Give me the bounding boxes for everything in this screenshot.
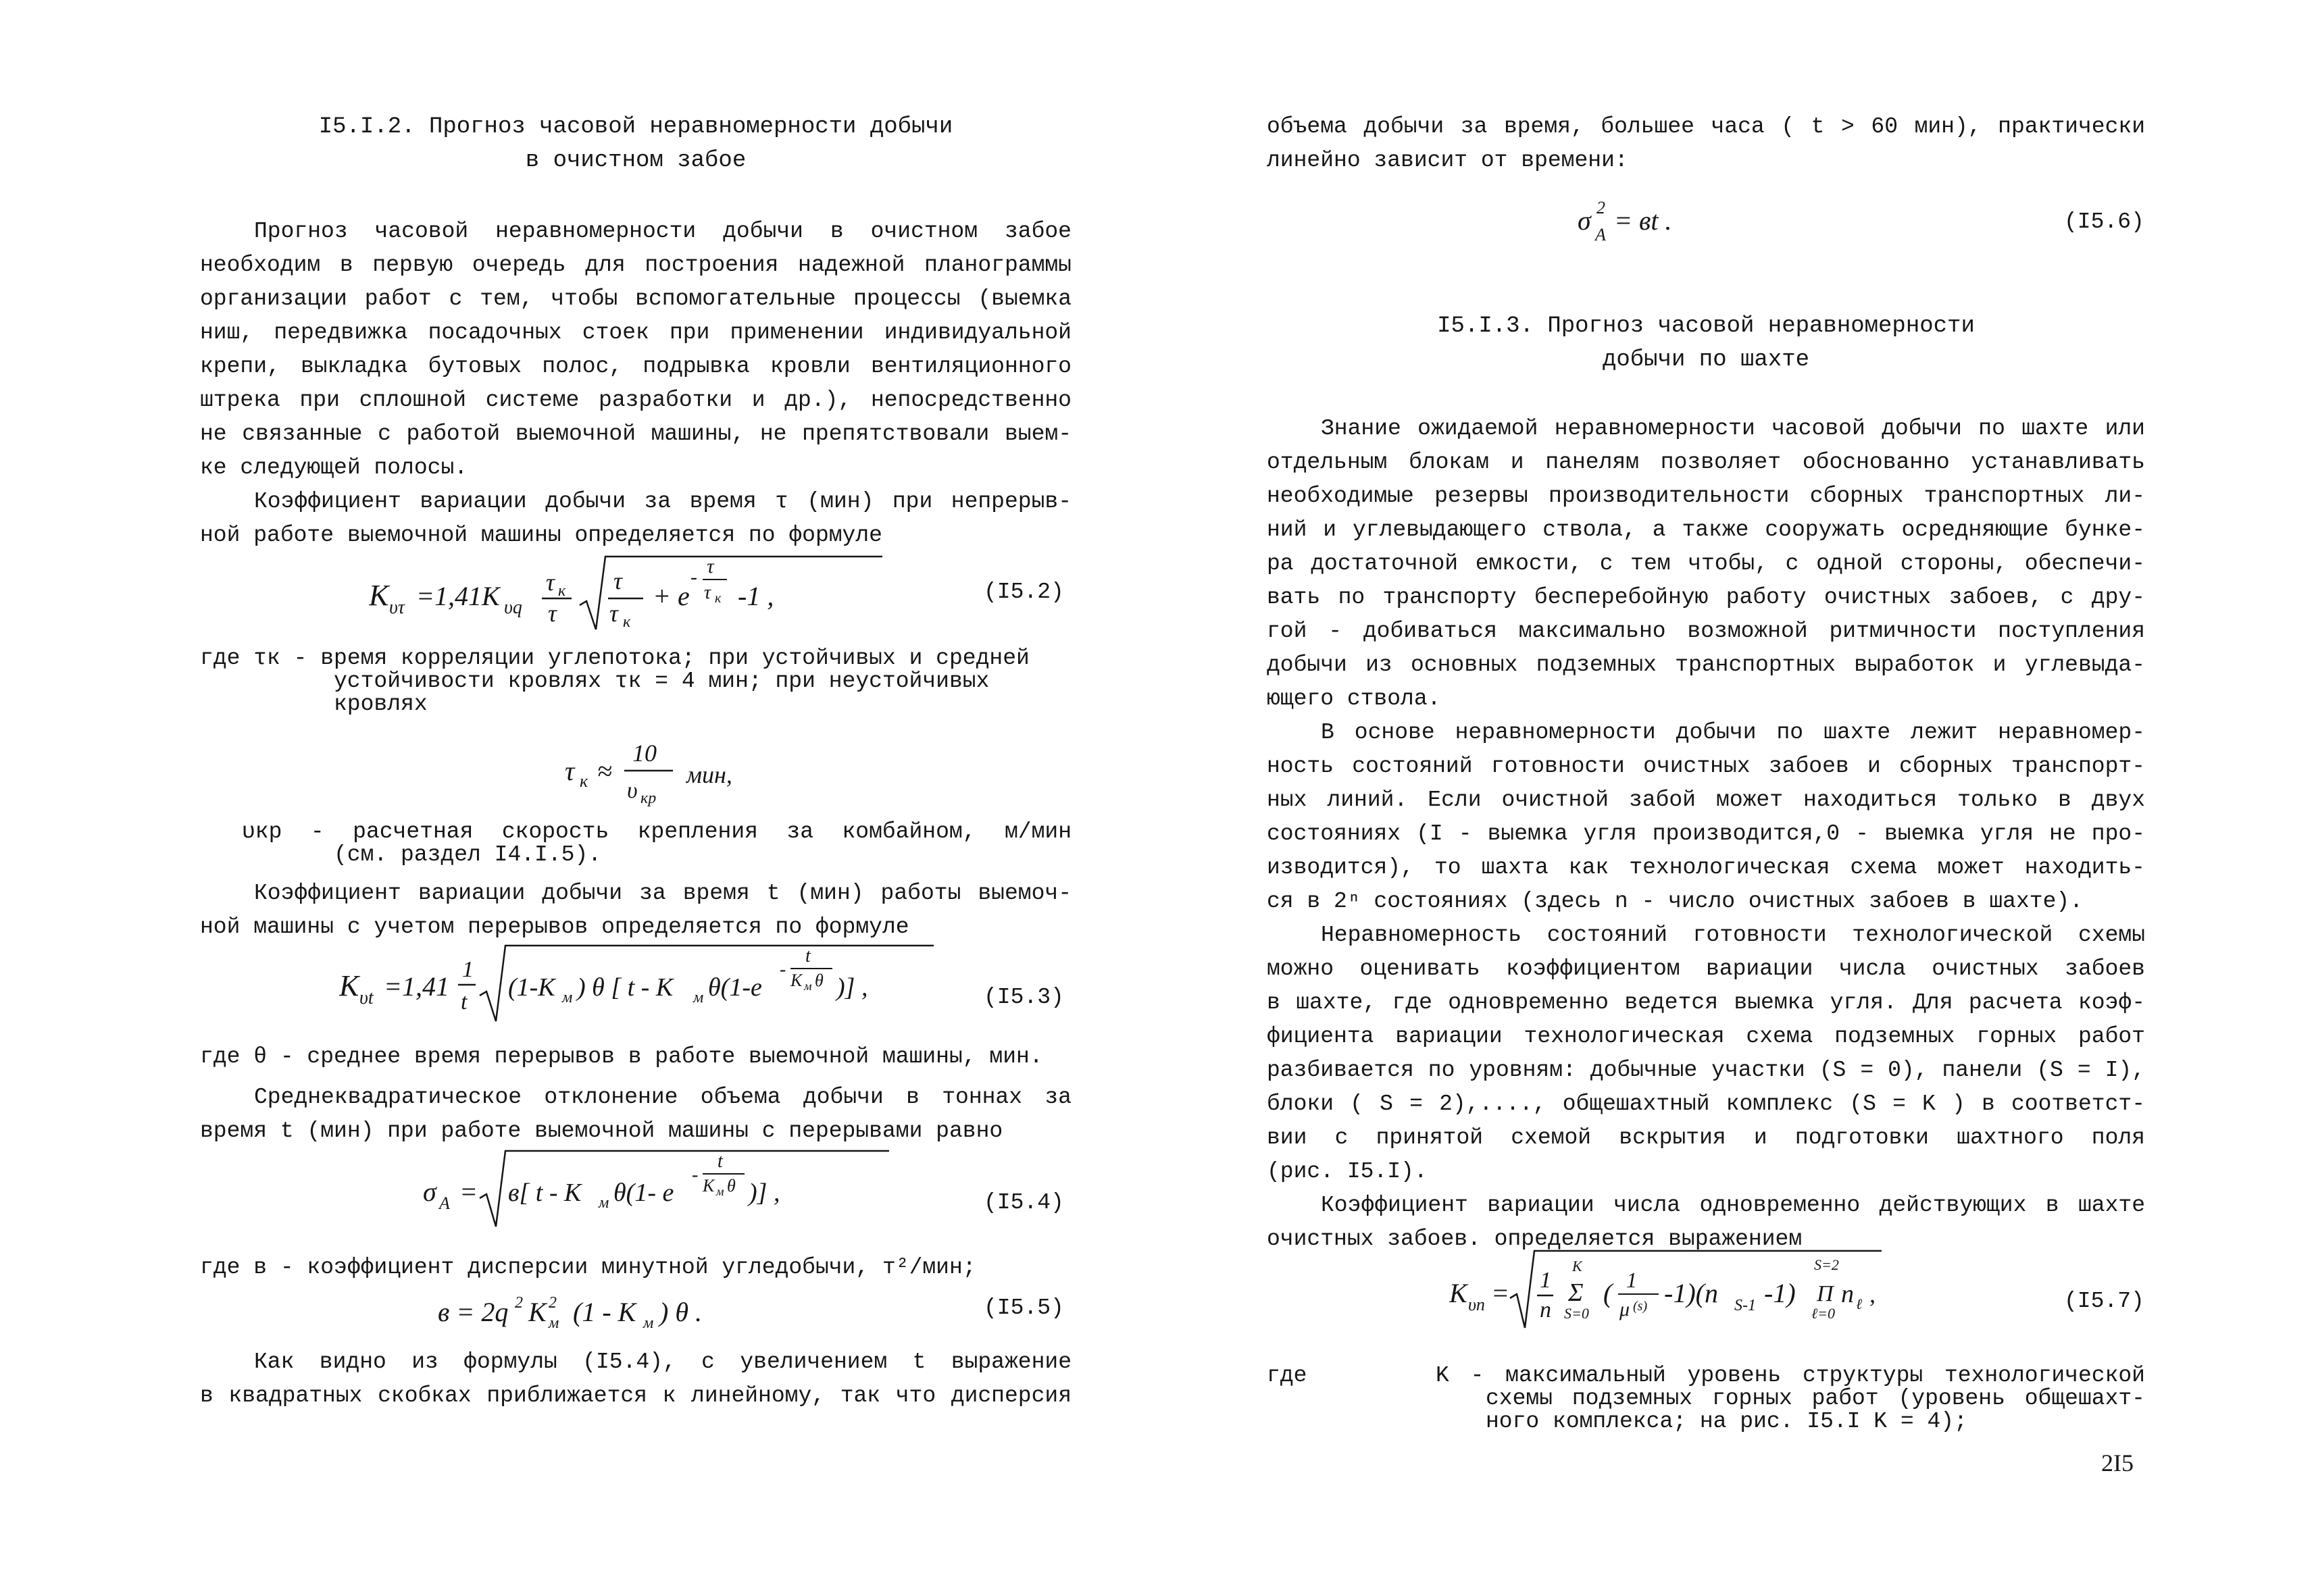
svg-text:2: 2 [1596,198,1605,217]
equation-number: (I5.3) [984,985,1064,1010]
svg-text:τ: τ [565,756,575,786]
svg-text:υq: υq [504,597,522,618]
svg-text:-1): -1) [1764,1278,1796,1308]
svg-text:,: , [1869,1281,1876,1308]
svg-text:τ: τ [613,567,622,594]
equation-number: (I5.5) [984,1295,1064,1320]
paragraph-line: Коэффициент вариации добычи за время τ (мин) при непрерыв- [254,489,1072,514]
paragraph-line: необходим в первую очередь для построения надежной планограммы [200,253,1072,278]
paragraph-line: В основе неравномерности добычи по шахте лежит неравномер- [1321,720,2145,745]
svg-text:(: ( [1603,1278,1613,1308]
paragraph-line: организации работ с тем, чтобы вспомогательные процессы (выемка [200,286,1072,311]
svg-text:S=2: S=2 [1814,1256,1839,1273]
paragraph-line: ний и углевыдающего ствола, а также сооружать осредняющие бунке- [1267,517,2145,542]
svg-text:(s): (s) [1633,1299,1648,1314]
svg-text:в[ t - K: в[ t - K [508,1179,582,1207]
where-line: ного комплекса; на рис. I5.I K = 4); [1486,1409,1967,1434]
svg-text:θ: θ [815,971,824,990]
svg-text:(1 - K: (1 - K [573,1297,636,1327]
where-line: где в - коэффициент дисперсии минутной угледобычи, т²/мин; [200,1255,976,1280]
svg-text:τ: τ [546,569,555,596]
paragraph-line: в квадратных скобках приближается к линейному, так что дисперсия [200,1383,1072,1408]
svg-text:=1,41: =1,41 [384,971,449,1002]
svg-text:=1,41K: =1,41K [416,581,500,611]
svg-text:n: n [1540,1297,1551,1322]
svg-text:A: A [439,1193,450,1213]
equation-number: (I5.4) [984,1190,1064,1215]
formula-15-3 [339,937,947,1025]
svg-text:t: t [805,946,811,967]
paragraph-line: штрека при сплошной системе разработки и др.), непосредственно [200,388,1072,413]
svg-text:1: 1 [462,957,474,982]
svg-text:τ: τ [609,600,618,627]
formula-15-4 [423,1141,909,1229]
page-number: 2I5 [2101,1449,2134,1476]
paragraph-line: ной машины с учетом перерывов определяется по формуле [200,915,909,939]
paragraph-line: ся в 2ⁿ состояниях (здесь n - число очистных забоев в шахте). [1267,889,2083,914]
svg-text:-: - [690,566,697,588]
equation-number: (I5.2) [984,580,1064,604]
paragraph-line: отдельным блокам и панелям позволяет обоснованно устанавливать [1267,450,2145,475]
paragraph-line: время t (мин) при работе выемочной машины с перерывами равно [200,1118,1003,1143]
paragraph-line: вии с принятой схемой вскрытия и подготовки шахтного поля [1267,1125,2145,1150]
where-line: где θ - среднее время перерывов в работе выемочной машины, мин. [200,1044,1043,1069]
where-line: K - максимальный уровень структуры технологической [1436,1363,2145,1388]
svg-text:Π: Π [1817,1281,1834,1306]
paragraph-line: в шахте, где одновременно ведется выемка угля. Для расчета коэф- [1267,990,2145,1015]
equation-number: (I5.6) [2064,209,2144,234]
svg-text:υτ: υτ [389,597,405,618]
svg-text:+ e: + e [653,581,690,611]
paragraph-line: состояниях (I - выемка угля производится,0 - выемка угля не про- [1267,821,2145,846]
formula-tau-k [565,733,781,807]
svg-text:ℓ: ℓ [1856,1295,1863,1312]
paragraph-line: не связанные с работой выемочной машины, не препятствовали выем- [200,421,1072,446]
paragraph-line: объема добычи за время, большее часа ( t > 60 мин), практически [1267,114,2145,139]
svg-text:в = 2q: в = 2q [438,1297,509,1327]
equation-number: (I5.7) [2064,1289,2144,1314]
paragraph-line: разбивается по уровням: добычные участки (S = 0), панели (S = I), [1267,1058,2145,1083]
svg-text:)] ,: )] , [836,973,868,1002]
paragraph-line: ра достаточной емкости, с тем чтобы, с одной стороны, обеспечи- [1267,551,2145,576]
paragraph-line: блоки ( S = 2),...., общешахтный комплекс (S = K ) в соответст- [1267,1091,2145,1116]
svg-text:τ: τ [707,555,714,577]
paragraph-line: изводится), то шахта как технологическая схема может находить- [1267,855,2145,880]
paragraph-line: Коэффициент вариации числа одновременно действующих в шахте [1321,1193,2145,1218]
paragraph-line: (рис. I5.I). [1267,1159,1428,1184]
svg-text:10: 10 [632,740,657,767]
section-title-line1: I5.I.3. Прогноз часовой неравномерности [1437,313,1975,339]
svg-text:τ: τ [548,600,557,627]
svg-text:K: K [528,1297,547,1327]
svg-text:t: t [461,989,468,1014]
svg-text:м: м [693,989,704,1006]
svg-text:S-1: S-1 [1734,1297,1756,1314]
paragraph-line: можно оценивать коэффициентом вариации числа очистных забоев [1267,956,2145,981]
svg-text:K: K [1572,1258,1582,1275]
svg-text:)] ,: )] , [749,1179,780,1207]
svg-text:K: K [369,579,389,612]
svg-text:=: = [459,1177,478,1207]
svg-text:-1)(n: -1)(n [1664,1278,1718,1308]
svg-text:υ: υ [627,778,638,803]
svg-text:θ(1- e: θ(1- e [613,1179,674,1207]
paragraph-line: добычи из основных подземных транспортных выработок и углевыда- [1267,652,2145,677]
paragraph-line: Среднеквадратическое отклонение объема добычи в тоннах за [254,1085,1072,1110]
paragraph-line: фициента вариации технологическая схема подземных горных работ [1267,1024,2145,1049]
paragraph-line: ных линий. Если очистной забой может находиться только в двух [1267,788,2145,813]
svg-text:τ: τ [704,582,711,603]
svg-text:-: - [692,1164,699,1185]
paragraph-line: Знание ожидаемой неравномерности часовой добычи по шахте или [1321,416,2145,441]
paragraph-line: ной работе выемочной машины определяется по формуле [200,523,882,548]
svg-text:υt: υt [359,987,374,1008]
svg-text:1: 1 [1626,1268,1637,1292]
svg-text:σ: σ [423,1177,436,1207]
svg-text:≈: ≈ [597,756,612,786]
svg-text:кр: кр [640,790,657,807]
svg-text:ℓ=0: ℓ=0 [1811,1305,1836,1322]
paragraph-line: линейно зависит от времени: [1267,148,1628,173]
svg-text:S=0: S=0 [1564,1305,1589,1322]
svg-text:м: м [549,1314,559,1332]
section-title-line2: добычи по шахте [1602,347,1810,373]
svg-text:2: 2 [549,1294,557,1312]
where-line: υкр - расчетная скорость крепления за комбайном, м/мин [242,819,1072,844]
formula-15-7 [1449,1243,1990,1337]
svg-text:м: м [562,989,573,1006]
paragraph-line: ниш, передвижка посадочных стоек при применении индивидуальной [200,320,1072,345]
section-title-line2: в очистном забое [525,148,747,174]
svg-text:м: м [716,1185,724,1198]
svg-text:n: n [1841,1280,1854,1308]
where-line: устойчивости кровлях τк = 4 мин; при неустойчивых [334,669,990,694]
paragraph-line: очистных забоев. определяется выражением [1267,1227,1803,1252]
svg-text:Σ: Σ [1568,1279,1584,1307]
paragraph-line: Как видно из формулы (I5.4), с увеличением t выражение [254,1349,1072,1374]
svg-text:θ(1-e: θ(1-e [708,973,762,1002]
where-line: схемы подземных горных работ (уровень общешахт- [1486,1386,2145,1411]
svg-text:-: - [780,959,786,980]
svg-text:к: к [623,613,631,631]
paragraph-line: ность состояний готовности очистных забоев и сборных транспорт- [1267,754,2145,779]
svg-text:к: к [715,591,722,606]
svg-text:υn: υn [1468,1295,1485,1314]
svg-text:K: K [1449,1278,1467,1308]
svg-text:м: м [643,1314,654,1332]
section-title-line1: I5.I.2. Прогноз часовой неравномерности добычи [318,114,953,140]
paragraph-line: гой - добиваться максимально возможной ритмичности поступления [1267,619,2145,644]
svg-text:1: 1 [1540,1268,1551,1293]
svg-text:(1-K: (1-K [508,973,555,1002]
svg-text:= вt .: = вt . [1614,205,1672,236]
formula-15-6 [1578,189,1780,250]
formula-15-5 [438,1283,816,1337]
svg-text:=: = [1491,1278,1509,1308]
where-line: (см. раздел I4.I.5). [334,842,602,867]
svg-text:) θ [ t - K: ) θ [ t - K [577,973,674,1002]
svg-text:K: K [790,971,803,990]
paragraph-line: крепи, выкладка бутовых полос, подрывка кровли вентиляционного [200,354,1072,379]
where-line: кровлях [334,692,428,717]
tau-unit: мин, [686,761,732,788]
svg-text:) θ .: ) θ . [659,1297,702,1327]
svg-text:t: t [718,1151,723,1172]
where-line: где τк - время корреляции углепотока; при устойчивых и средней [200,646,1030,671]
paragraph-line: ке следующей полосы. [200,455,468,480]
svg-text:к: к [580,771,588,791]
svg-text:м: м [599,1194,609,1212]
svg-text:к: к [558,582,566,600]
paragraph-line: вать по транспорту бесперебойную работу очистных забоев, с дру- [1267,585,2145,610]
svg-text:2: 2 [515,1294,523,1312]
paragraph-line: Неравномерность состояний готовности технологической схемы [1321,923,2145,948]
svg-text:σ: σ [1578,205,1591,236]
paragraph-line: Прогноз часовой неравномерности добычи в очистном забое [254,219,1072,244]
svg-text:-1 ,: -1 , [738,581,774,611]
svg-text:θ: θ [727,1176,736,1195]
svg-text:μ: μ [1619,1298,1630,1320]
paragraph-line: необходимые резервы производительности сборных транспортных ли- [1267,484,2145,509]
svg-text:A: A [1595,225,1606,244]
svg-text:K: K [703,1176,715,1195]
svg-text:м: м [804,979,812,993]
paragraph-line: ющего ствола. [1267,686,1441,711]
where-label: где [1267,1363,1307,1388]
svg-text:K: K [339,969,359,1002]
formula-15-2 [369,546,882,634]
paragraph-line: Коэффициент вариации добычи за время t (мин) работы выемоч- [254,881,1072,906]
